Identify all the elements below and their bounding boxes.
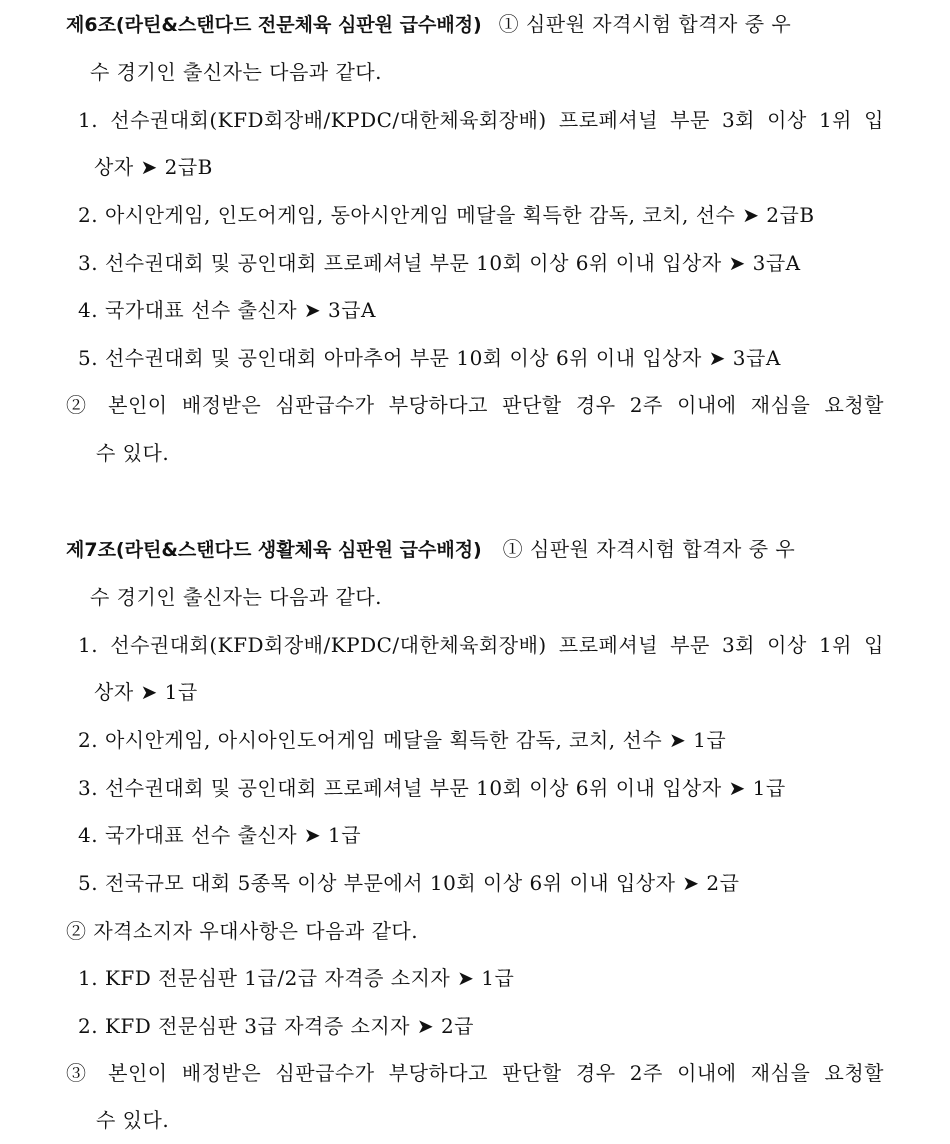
article6-item-4: 4. 국가대표 선수 출신자 ➤ 3급A <box>78 298 376 322</box>
article6-intro-cont: 수 경기인 출신자는 다음과 같다. <box>90 60 382 84</box>
article7-item-1: 1. 선수권대회(KFD회장배/KPDC/대한체육회장배) 프로페셔널 부문 3회 이상 1위 입 <box>78 633 884 657</box>
article7-intro: ① 심판원 자격시험 합격자 중 우 <box>502 537 796 561</box>
article7-item-1-cont: 상자 ➤ 1급 <box>94 680 198 704</box>
article7-clause-3-cont: 수 있다. <box>96 1108 170 1132</box>
article7-intro-cont: 수 경기인 출신자는 다음과 같다. <box>90 585 382 609</box>
article7-clause-2-item-2: 2. KFD 전문심판 3급 자격증 소지자 ➤ 2급 <box>78 1014 474 1038</box>
article7-clause-2-item-1: 1. KFD 전문심판 1급/2급 자격증 소지자 ➤ 1급 <box>78 966 515 990</box>
article6-heading-line <box>66 10 886 39</box>
article7-heading-line <box>66 535 886 564</box>
article7-item-2: 2. 아시안게임, 아시아인도어게임 메달을 획득한 감독, 코치, 선수 ➤ 1급 <box>78 728 727 752</box>
article6-item-1: 1. 선수권대회(KFD회장배/KPDC/대한체육회장배) 프로페셔널 부문 3회 이상 1위 입 <box>78 108 884 132</box>
article6-clause-2-cont: 수 있다. <box>96 441 170 465</box>
article6-item-5: 5. 선수권대회 및 공인대회 아마추어 부문 10회 이상 6위 이내 입상자 ➤ 3급A <box>78 346 781 370</box>
article7-item-3: 3. 선수권대회 및 공인대회 프로페셔널 부문 10회 이상 6위 이내 입상자 ➤ 1급 <box>78 776 786 800</box>
article7-item-5: 5. 전국규모 대회 5종목 이상 부문에서 10회 이상 6위 이내 입상자 ➤ 2급 <box>78 871 740 895</box>
article6-item-1-cont: 상자 ➤ 2급B <box>94 155 213 179</box>
article7-title: 제7조(라틴&스탠다드 생활체육 심판원 급수배정) <box>66 539 482 561</box>
article6-title: 제6조(라틴&스탠다드 전문체육 심판원 급수배정) <box>66 14 482 36</box>
article7-clause-3: ③ 본인이 배정받은 심판급수가 부당하다고 판단할 경우 2주 이내에 재심을 요청할 <box>66 1061 884 1085</box>
article6-item-2: 2. 아시안게임, 인도어게임, 동아시안게임 메달을 획득한 감독, 코치, 선수 ➤ 2급B <box>78 203 815 227</box>
article6-clause-2: ② 본인이 배정받은 심판급수가 부당하다고 판단할 경우 2주 이내에 재심을 요청할 <box>66 393 884 417</box>
article7-clause-2: ② 자격소지자 우대사항은 다음과 같다. <box>66 919 419 943</box>
article6-intro: ① 심판원 자격시험 합격자 중 우 <box>498 12 792 36</box>
article6-item-3: 3. 선수권대회 및 공인대회 프로페셔널 부문 10회 이상 6위 이내 입상자 ➤ 3급A <box>78 251 801 275</box>
article7-item-4: 4. 국가대표 선수 출신자 ➤ 1급 <box>78 823 362 847</box>
